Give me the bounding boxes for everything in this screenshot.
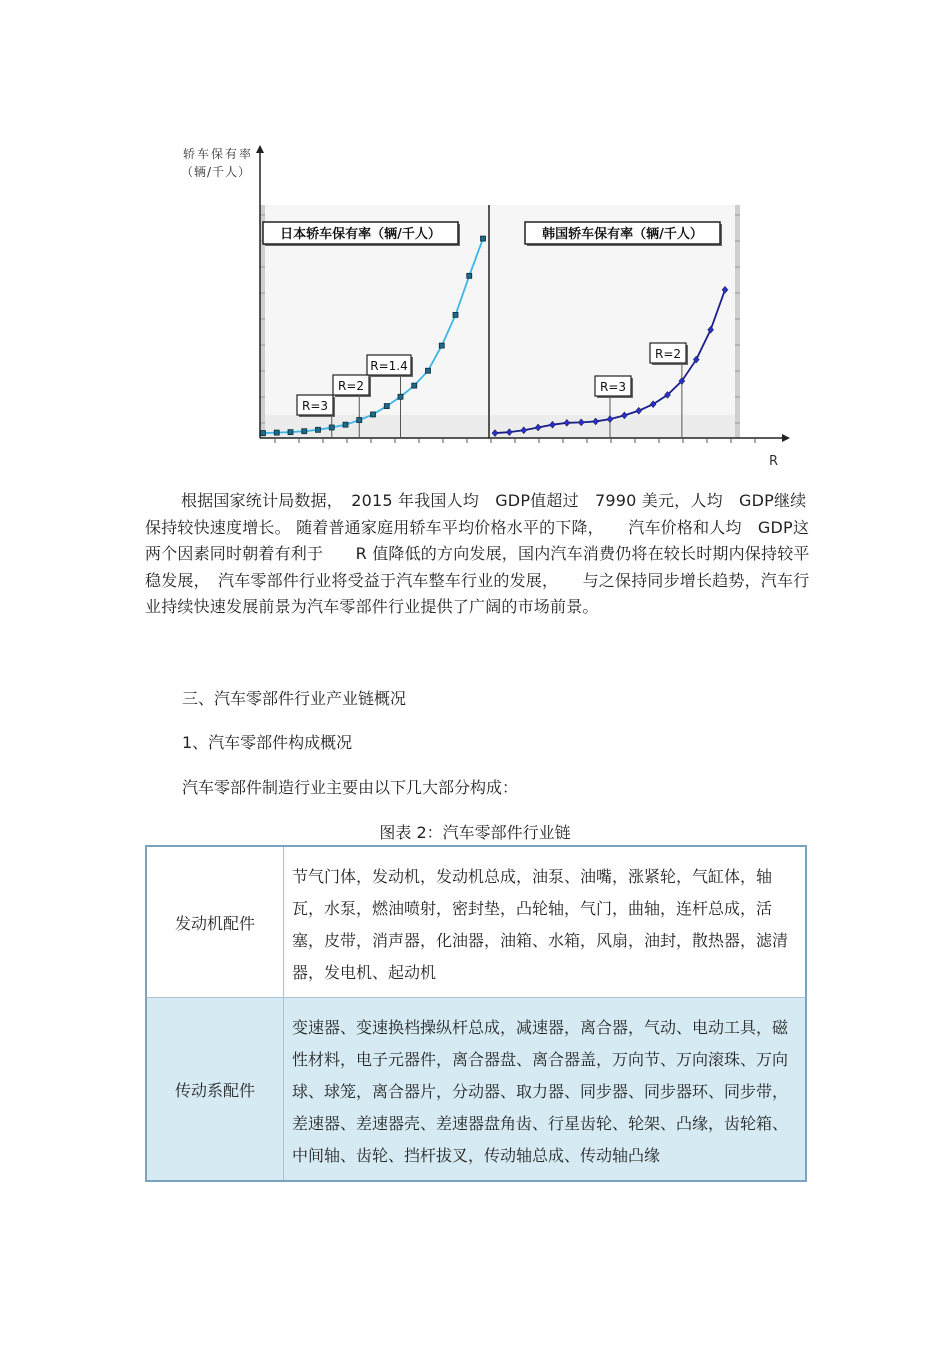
data-point xyxy=(261,431,266,436)
data-point xyxy=(467,273,472,278)
parts-table xyxy=(145,845,807,1182)
callout-label: R=2 xyxy=(654,347,682,361)
data-point xyxy=(481,236,486,241)
data-point xyxy=(426,368,431,373)
table-row xyxy=(146,998,806,1182)
x-axis-arrow xyxy=(782,434,790,442)
paragraph-gdp: 根据国家统计局数据， 2015 年我国人均 GDP值超过 7990 美元，人均 GDP继续保持较快速度增长。 随着普通家庭用轿车平均价格水平的下降， 汽车价格和人均 GDP这两个因素同时朝着有利于 R 值降低的方向发展，国内汽车消费仍将在较长时期内保持较平稳发展， 汽车零部件行业将受益于汽车整车行业的发展， 与之保持同步增长趋势，汽车行业持续快速发展前景为汽车零部件行业提供了广阔的市场前景。 xyxy=(145,491,810,616)
callout-label: R=3 xyxy=(301,399,329,413)
data-point xyxy=(398,394,403,399)
table-row xyxy=(146,846,806,998)
callout-label: R=3 xyxy=(599,380,627,394)
data-point xyxy=(329,425,334,430)
y-axis-label: 轿车保有率 xyxy=(183,147,254,161)
category-cell: 传动系配件 xyxy=(146,998,284,1182)
data-point xyxy=(274,430,279,435)
table-caption: 图表 2：汽车零部件行业链 xyxy=(379,823,571,842)
chart-axes xyxy=(256,145,790,443)
panel-title: 韩国轿车保有率（辆/千人） xyxy=(542,227,703,242)
callout-label: R=1.4 xyxy=(370,359,408,373)
data-point xyxy=(453,312,458,317)
items-cell: 变速器、变速换档操纵杆总成，减速器，离合器，气动、电动工具，磁性材料，电子元器件，离合器盘、离合器盖，万向节、万向滚珠、万向球、球笼，离合器片，分动器、取力器、同步器、同步器环、同步带，差速器、差速器壳、差速器盘角齿、行星齿轮、轮架、凸缘，齿轮箱、中间轴、齿轮、挡杆拔叉，传动轴总成、传动轴凸缘 xyxy=(284,998,807,1182)
data-point xyxy=(371,412,376,417)
callout-label: R=2 xyxy=(337,379,365,393)
items-cell: 节气门体，发动机，发动机总成，油泵、油嘴，涨紧轮，气缸体，轴瓦，水泵，燃油喷射，密封垫，凸轮轴，气门，曲轴，连杆总成，活塞，皮带，消声器，化油器，油箱、水箱，风扇，油封，散热器，滤清器，发电机、起动机 xyxy=(284,846,807,998)
y-axis-unit: （辆/千人） xyxy=(181,165,252,179)
panel-title: 日本轿车保有率（辆/千人） xyxy=(280,227,441,242)
data-point xyxy=(316,427,321,432)
subsection-heading-1: 1、汽车零部件构成概况 xyxy=(182,733,353,752)
y-axis-arrow xyxy=(256,145,264,153)
data-point xyxy=(302,429,307,434)
section-heading-3: 三、汽车零部件行业产业链概况 xyxy=(182,689,407,708)
data-point xyxy=(343,422,348,427)
data-point xyxy=(439,343,444,348)
data-point xyxy=(412,383,417,388)
intro-text: 汽车零部件制造行业主要由以下几大部分构成： xyxy=(182,778,519,797)
data-point xyxy=(357,418,362,423)
category-cell: 发动机配件 xyxy=(146,846,284,998)
data-point xyxy=(288,430,293,435)
right-ruler xyxy=(735,205,740,438)
x-axis-label: R xyxy=(769,454,779,469)
data-point xyxy=(384,404,389,409)
ownership-chart xyxy=(175,130,805,475)
